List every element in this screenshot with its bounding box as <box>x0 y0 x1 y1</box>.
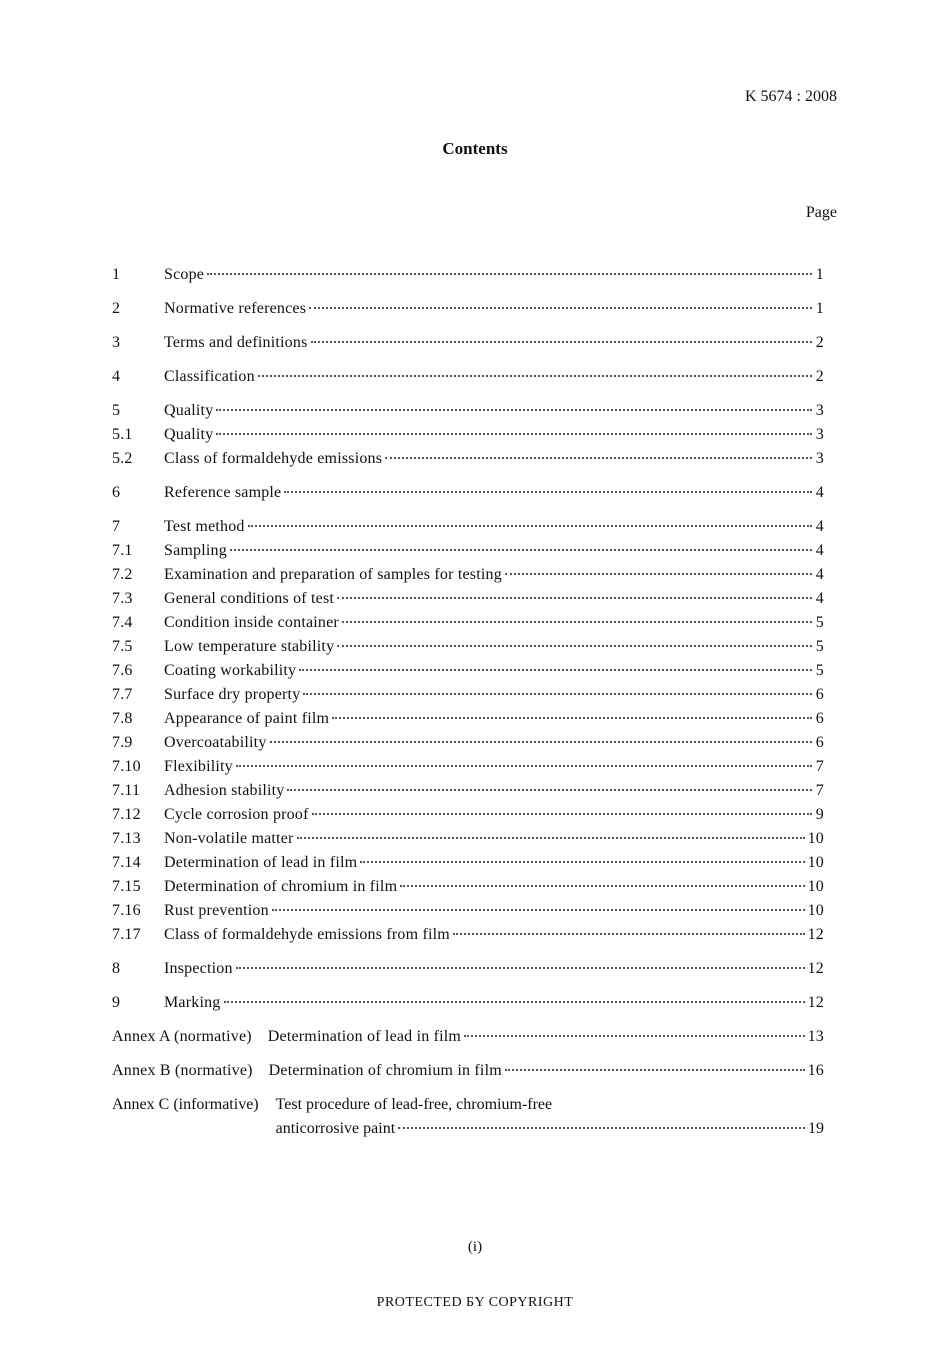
toc-entry[interactable] <box>112 539 824 563</box>
toc-entry[interactable] <box>112 779 824 803</box>
toc-entry[interactable] <box>112 515 824 539</box>
annex-b-label: Determination of chromium in film <box>268 1062 502 1079</box>
page-column-label: Page <box>805 204 837 221</box>
toc-entry[interactable] <box>112 899 824 923</box>
toc-entry[interactable] <box>112 423 824 447</box>
copyright-notice: PROTECTED ƂY COPYRIGHT <box>376 1295 574 1310</box>
toc-entry-page: 9 <box>815 806 824 823</box>
toc-entry[interactable] <box>112 399 824 423</box>
toc-entry-number: 7.17 <box>112 926 141 943</box>
toc-entry[interactable] <box>112 957 824 981</box>
toc-entry-label: Quality <box>164 402 214 419</box>
toc-entry-page: 7 <box>815 758 824 775</box>
toc-entry[interactable] <box>112 755 824 779</box>
dot-leader <box>398 1127 805 1129</box>
dot-leader <box>272 909 805 911</box>
dot-leader <box>284 491 812 493</box>
toc-entry-number: 7 <box>112 518 121 535</box>
toc-entry-page: 5 <box>815 638 824 655</box>
toc-entry-page: 12 <box>807 994 824 1011</box>
toc-entries <box>112 263 824 1015</box>
toc-entry-label: Reference sample <box>164 484 282 501</box>
toc-entry-label: General conditions of test <box>164 590 335 607</box>
dot-leader <box>299 669 812 671</box>
toc-entry-number: 7.1 <box>112 542 133 559</box>
toc-entry[interactable] <box>112 297 824 321</box>
toc-entry[interactable] <box>112 827 824 851</box>
toc-entry-number: 7.8 <box>112 710 133 727</box>
dot-leader <box>258 375 812 377</box>
toc-entry-page: 12 <box>807 960 824 977</box>
dot-leader <box>342 621 812 623</box>
toc-entry-label: Coating workability <box>164 662 297 679</box>
toc-entry-number: 7.6 <box>112 662 133 679</box>
annex-c-label-line1: Test procedure of lead-free, chromium-free <box>275 1096 553 1113</box>
toc-entry-label: Determination of lead in film <box>164 854 358 871</box>
page-title: Contents <box>442 139 508 158</box>
dot-leader <box>297 837 805 839</box>
toc-entry-annex-c[interactable] <box>112 1093 824 1141</box>
toc-entry-page: 4 <box>815 542 824 559</box>
dot-leader <box>207 273 812 275</box>
toc-entry-label: Classification <box>164 368 255 385</box>
toc-entry[interactable] <box>112 587 824 611</box>
toc-entry-label: Determination of chromium in film <box>164 878 398 895</box>
toc-entry[interactable] <box>112 447 824 471</box>
dot-leader <box>312 813 812 815</box>
toc-entry-page: 3 <box>815 426 824 443</box>
toc-entry-number: 7.16 <box>112 902 141 919</box>
toc-entry[interactable] <box>112 611 824 635</box>
toc-entry-annex-a[interactable] <box>112 1025 824 1049</box>
table-of-contents <box>112 263 824 1141</box>
toc-entry-number: 1 <box>112 266 121 283</box>
dot-leader <box>385 457 812 459</box>
toc-entry-number: 2 <box>112 300 121 317</box>
annex-a-prefix: Annex A (normative) <box>112 1028 252 1045</box>
annex-a-label: Determination of lead in film <box>267 1028 462 1045</box>
toc-entry-number: 7.9 <box>112 734 133 751</box>
toc-entry-number: 7.14 <box>112 854 141 871</box>
dot-leader <box>400 885 804 887</box>
toc-entry-number: 5 <box>112 402 121 419</box>
toc-entry[interactable] <box>112 659 824 683</box>
dot-leader <box>236 967 805 969</box>
annex-c-line2 <box>276 1117 824 1141</box>
toc-entry[interactable] <box>112 331 824 355</box>
dot-leader <box>337 645 812 647</box>
toc-entry-label: Surface dry property <box>164 686 301 703</box>
toc-entry[interactable] <box>112 635 824 659</box>
toc-entry-number: 7.2 <box>112 566 133 583</box>
toc-entry-page: 4 <box>815 566 824 583</box>
toc-entry-label: Adhesion stability <box>164 782 285 799</box>
toc-entry-label: Low temperature stability <box>164 638 335 655</box>
dot-leader <box>360 861 804 863</box>
toc-entry-page: 4 <box>815 484 824 501</box>
toc-entry-page: 3 <box>815 450 824 467</box>
toc-entry-number: 7.4 <box>112 614 133 631</box>
annex-c-page: 19 <box>808 1120 824 1137</box>
toc-entry[interactable] <box>112 263 824 287</box>
toc-entry-label: Condition inside container <box>164 614 339 631</box>
toc-entry-label: Sampling <box>164 542 227 559</box>
toc-entry[interactable] <box>112 803 824 827</box>
toc-entry-number: 4 <box>112 368 121 385</box>
toc-entry-label: Examination and preparation of samples for testing <box>164 566 502 583</box>
dot-leader <box>332 717 812 719</box>
dot-leader <box>216 433 812 435</box>
annex-c-prefix: Annex C (informative) <box>112 1096 259 1113</box>
toc-entry-page: 3 <box>815 402 824 419</box>
annex-a-page: 13 <box>807 1028 824 1045</box>
toc-entry-label: Rust prevention <box>164 902 269 919</box>
annex-b-prefix: Annex B (normative) <box>112 1062 253 1079</box>
annex-b-page: 16 <box>807 1062 824 1079</box>
toc-entry-label: Test method <box>164 518 245 535</box>
dot-leader <box>224 1001 805 1003</box>
toc-entry-page: 10 <box>807 878 824 895</box>
toc-entry[interactable] <box>112 923 824 947</box>
toc-entry-number: 7.10 <box>112 758 141 775</box>
dot-leader <box>337 597 812 599</box>
toc-entry[interactable] <box>112 365 824 389</box>
toc-entry[interactable] <box>112 707 824 731</box>
toc-entry-number: 7.12 <box>112 806 141 823</box>
toc-entry-label: Overcoatability <box>164 734 267 751</box>
toc-entry-label: Flexibility <box>164 758 233 775</box>
toc-entry-label: Marking <box>164 994 221 1011</box>
toc-entry-label: Cycle corrosion proof <box>164 806 309 823</box>
toc-entry-page: 1 <box>815 300 824 317</box>
toc-entry-page: 6 <box>815 710 824 727</box>
toc-entry-annex-b[interactable] <box>112 1059 824 1083</box>
toc-entry-label: Class of formaldehyde emissions <box>164 450 383 467</box>
annex-c-body <box>276 1093 824 1141</box>
dot-leader <box>311 341 813 343</box>
toc-entry[interactable] <box>112 683 824 707</box>
toc-entry-number: 9 <box>112 994 121 1011</box>
toc-entry-label: Scope <box>164 266 205 283</box>
toc-entry-page: 2 <box>815 334 824 351</box>
toc-entry-number: 7.15 <box>112 878 141 895</box>
standard-number: K 5674 : 2008 <box>745 88 837 105</box>
toc-entry[interactable] <box>112 991 824 1015</box>
toc-entry-number: 7.5 <box>112 638 133 655</box>
toc-entry-number: 5.1 <box>112 426 133 443</box>
toc-entry-label: Class of formaldehyde emissions from film <box>164 926 450 943</box>
toc-entry-page: 1 <box>815 266 824 283</box>
toc-entry[interactable] <box>112 851 824 875</box>
footer-page-number: (i) <box>467 1239 483 1255</box>
toc-entry-number: 3 <box>112 334 121 351</box>
toc-entry-label: Non-volatile matter <box>164 830 294 847</box>
toc-entry-page: 10 <box>807 830 824 847</box>
dot-leader <box>248 525 812 527</box>
toc-entry-number: 5.2 <box>112 450 133 467</box>
dot-leader <box>216 409 812 411</box>
dot-leader <box>287 789 812 791</box>
annex-c-label-line2: anticorrosive paint <box>275 1120 396 1137</box>
toc-entry-number: 7.11 <box>112 782 141 799</box>
dot-leader <box>453 933 805 935</box>
toc-entry-page: 12 <box>807 926 824 943</box>
toc-entry[interactable] <box>112 481 824 505</box>
toc-entry[interactable] <box>112 731 824 755</box>
toc-entry-label: Quality <box>164 426 214 443</box>
toc-entry-label: Terms and definitions <box>164 334 308 351</box>
toc-entry-page: 4 <box>815 590 824 607</box>
toc-entry-page: 4 <box>815 518 824 535</box>
toc-entry[interactable] <box>112 563 824 587</box>
toc-entry-number: 7.13 <box>112 830 141 847</box>
dot-leader <box>303 693 812 695</box>
toc-entry-number: 8 <box>112 960 121 977</box>
toc-entry-number: 7.3 <box>112 590 133 607</box>
dot-leader <box>505 1069 805 1071</box>
toc-entry-page: 5 <box>815 662 824 679</box>
toc-entry-page: 10 <box>807 854 824 871</box>
dot-leader <box>236 765 812 767</box>
toc-entry-number: 7.7 <box>112 686 133 703</box>
dot-leader <box>505 573 812 575</box>
dot-leader <box>230 549 812 551</box>
toc-entry-page: 7 <box>815 782 824 799</box>
toc-entry-page: 2 <box>815 368 824 385</box>
toc-entry-label: Normative references <box>164 300 307 317</box>
dot-leader <box>309 307 812 309</box>
toc-entry-label: Inspection <box>164 960 233 977</box>
toc-entry-page: 6 <box>815 686 824 703</box>
toc-entry-page: 6 <box>815 734 824 751</box>
dot-leader <box>464 1035 805 1037</box>
toc-entry-page: 5 <box>815 614 824 631</box>
toc-entry-label: Appearance of paint film <box>164 710 330 727</box>
toc-entry-page: 10 <box>807 902 824 919</box>
toc-entry-number: 6 <box>112 484 121 501</box>
dot-leader <box>270 741 812 743</box>
toc-entry[interactable] <box>112 875 824 899</box>
